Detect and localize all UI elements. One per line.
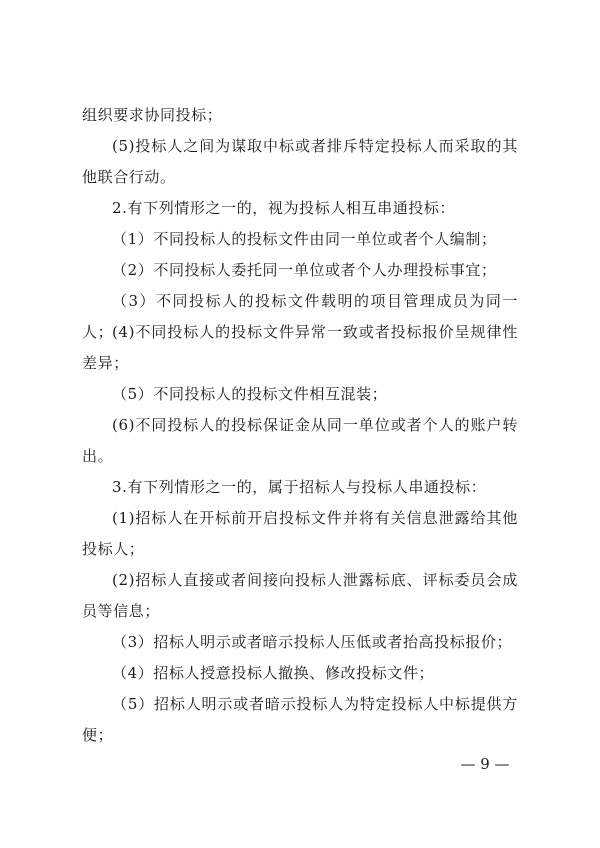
section-heading-3: 3.有下列情形之一的，属于招标人与投标人串通投标： <box>112 478 487 496</box>
paragraph-item: （5）不同投标人的投标文件相互混装； <box>112 385 388 403</box>
paragraph-item: （2）不同投标人委托同一单位或者个人办理投标事宜； <box>112 261 497 279</box>
paragraph-item: (1)招标人在开标前开启投标文件并将有关信息泄露给其他投标人； <box>82 509 518 558</box>
paragraph-item-5: (5)投标人之间为谋取中标或者排斥特定投标人而采取的其他联合行动。 <box>82 137 518 186</box>
paragraph-item: （1）不同投标人的投标文件由同一单位或者个人编制； <box>112 230 497 248</box>
paragraph-item: (4)不同投标人的投标文件异常一致或者投标报价呈规律性差异； <box>82 323 518 372</box>
paragraph-continuation: 组织要求协同投标； <box>82 106 223 124</box>
page-number: — 9 — <box>460 755 510 773</box>
paragraph-item: （4）招标人授意投标人撤换、修改投标文件； <box>112 664 435 682</box>
paragraph-item: (6)不同投标人的投标保证金从同一单位或者个人的账户转出。 <box>82 416 518 465</box>
paragraph-item: （5）招标人明示或者暗示投标人为特定投标人中标提供方便； <box>82 695 518 744</box>
paragraph-item: (2)招标人直接或者间接向投标人泄露标底、评标委员会成员等信息； <box>82 571 518 620</box>
paragraph-item: （3）招标人明示或者暗示投标人压低或者抬高投标报价； <box>112 633 513 651</box>
paragraph-item: （3）不同投标人的投标文件载明的项目管理成员为同一人； <box>82 292 518 341</box>
section-heading-2: 2.有下列情形之一的，视为投标人相互串通投标： <box>112 199 456 217</box>
